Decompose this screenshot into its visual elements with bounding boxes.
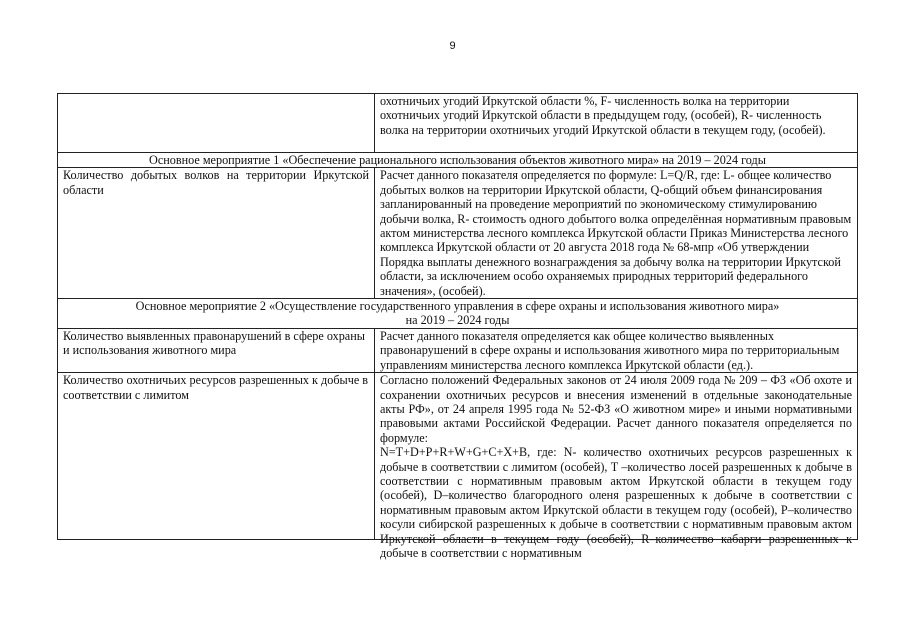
table-row-continuation: [58, 94, 858, 153]
indicator-method-wolves: Расчет данного показателя определяется по формуле: L=Q/R, где: L- общее количество добытых волков на территории Иркутской области, Q-общий объем финансирования запланированный на проведение мероприятий по экономическому стимулированию добычи волка, R- стоимость одного добытого волка определённая нормативным правовым актом министерства лесного комплекса Иркутской области Приказ Министерства лесного комплекса Иркутской области от 20 августа 2018 года № 68-мпр «Об утверждении Порядка выплаты денежного вознаграждения за добычу волка на территории Иркутской области, за исключением особо охраняемых природных территорий федерального значения», (особей).: [375, 168, 858, 299]
section-heading-2-line2: на 2019 – 2024 годы: [405, 313, 510, 328]
table-row-indicator-offenses: [58, 328, 858, 372]
indicator-method-resources-p1: Согласно положений Федеральных законов от 24 июля 2009 года № 209 – ФЗ «Об охоте и сохранении охотничьих ресурсов и внесения изменений в отдельные законодательные акты РФ», от 24 апреля 1995 года № 52-ФЗ «О животном мире» и иными нормативными правовыми актами Российской Федерации. Расчет данного показателя определяется по формуле:: [380, 373, 852, 445]
indicator-name-wolves: Количество добытых волков на территории Иркутской области: [58, 168, 375, 299]
table-row-heading-2: [58, 299, 858, 329]
table-row-indicator-resources: [58, 373, 858, 540]
indicator-method-resources-p2: N=T+D+P+R+W+G+C+X+B, где: N- количество охотничьих ресурсов разрешенных к добыче в соответствии с лимитом (особей), T –количество лосей разрешенных к добыче в соответствии с нормативным правовым актом Иркутской области в текущем году (особей), D–количество благородного оленя разрешенных к добыче в соответствии с нормативным правовым актом Иркутской области в текущем году (особей), P–количество косули сибирской разрешенных к добыче в соответствии с нормативным правовым актом Иркутской области в текущем году (особей), R–количество кабарги разрешенных к добыче в соответствии с нормативным: [380, 445, 852, 560]
indicator-method-offenses: Расчет данного показателя определяется как общее количество выявленных правонарушений в сфере охраны и использования животного мира по территориальным управлениям министерства лесного комплекса Иркутской области (ед.).: [375, 328, 858, 372]
cell-continuation-text: охотничьих угодий Иркутской области %, F- численность волка на территории охотничьих угодий Иркутской области в предыдущем году, (особей), R- численность волка на территории охотничьих угодий Иркутской области в текущем году, (особей).: [375, 94, 858, 153]
table-row-indicator-wolves: [58, 168, 858, 299]
section-heading-1: Основное мероприятие 1 «Обеспечение рационального использования объектов животного мира» на 2019 – 2024 годы: [58, 153, 858, 168]
indicator-name-resources: Количество охотничьих ресурсов разрешенных к добыче в соответствии с лимитом: [58, 373, 375, 540]
indicator-method-resources: [375, 373, 858, 560]
cell-empty: [58, 94, 375, 153]
page-number: 9: [449, 40, 456, 52]
section-heading-2: [58, 299, 858, 329]
indicator-name-offenses: Количество выявленных правонарушений в сфере охраны и использования животного мира: [58, 328, 375, 372]
section-heading-2-line1: Основное мероприятие 2 «Осуществление государственного управления в сфере охраны и использования животного мира»: [135, 299, 780, 314]
indicator-table: [57, 93, 858, 560]
table-row-heading-1: [58, 153, 858, 168]
